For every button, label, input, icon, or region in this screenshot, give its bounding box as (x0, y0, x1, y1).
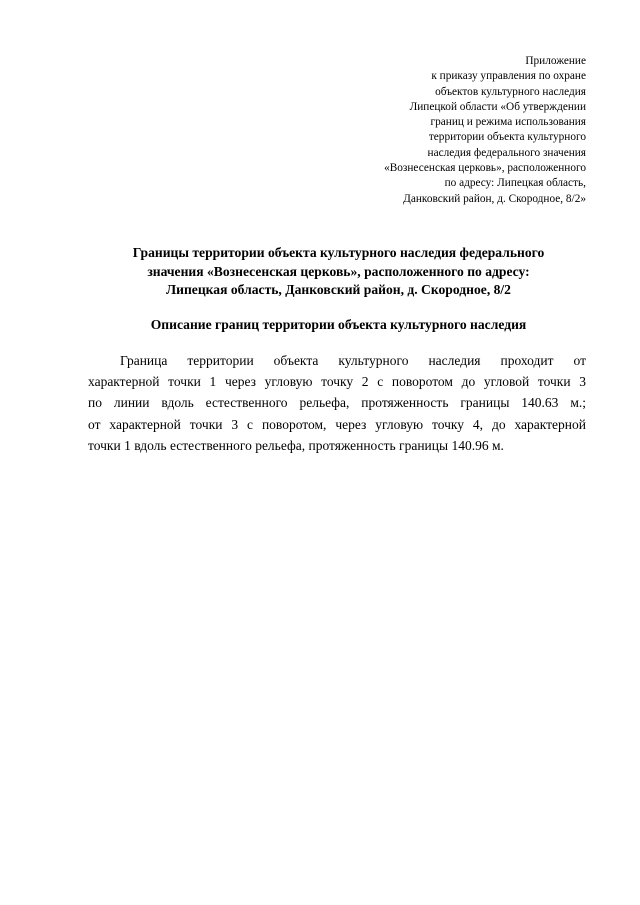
appendix-line: к приказу управления по охране (431, 70, 586, 83)
paragraph-line: по линии вдоль естественного рельефа, протяженность границы 140.63 м.; (88, 395, 586, 411)
paragraph-line: Граница территории объекта культурного наследия проходит от (120, 353, 586, 368)
paragraph-line: характерной точки 1 через угловую точку 2 с поворотом до угловой точки 3 (88, 374, 586, 390)
appendix-line: наследия федерального значения (427, 146, 586, 159)
document-title (86, 244, 591, 300)
title-line: Границы территории объекта культурного наследия федерального (132, 245, 545, 260)
paragraph-line: точки 1 вдоль естественного рельефа, протяженность границы 140.96 м. (88, 437, 504, 453)
appendix-line: «Вознесенская церковь», расположенного (384, 162, 586, 175)
appendix-line: Липецкой области «Об утверждении (409, 100, 586, 113)
section-heading: Описание границ территории объекта культурного наследия (150, 317, 527, 332)
appendix-header (286, 54, 586, 207)
body-paragraph (88, 350, 586, 456)
appendix-line: объектов культурного наследия (435, 85, 586, 98)
paragraph-line: от характерной точки 3 с поворотом, через угловую точку 4, до характерной (88, 416, 586, 432)
title-line: Липецкая область, Данковский район, д. Скородное, 8/2 (166, 282, 511, 297)
appendix-line: Приложение (525, 55, 586, 67)
title-line: значения «Вознесенская церковь», расположенного по адресу: (147, 263, 530, 279)
appendix-line: по адресу: Липецкая область, (444, 177, 586, 190)
appendix-line: территории объекта культурного (428, 131, 586, 144)
appendix-line: границ и режима использования (430, 116, 586, 129)
appendix-line: Данковский район, д. Скородное, 8/2» (403, 192, 586, 205)
